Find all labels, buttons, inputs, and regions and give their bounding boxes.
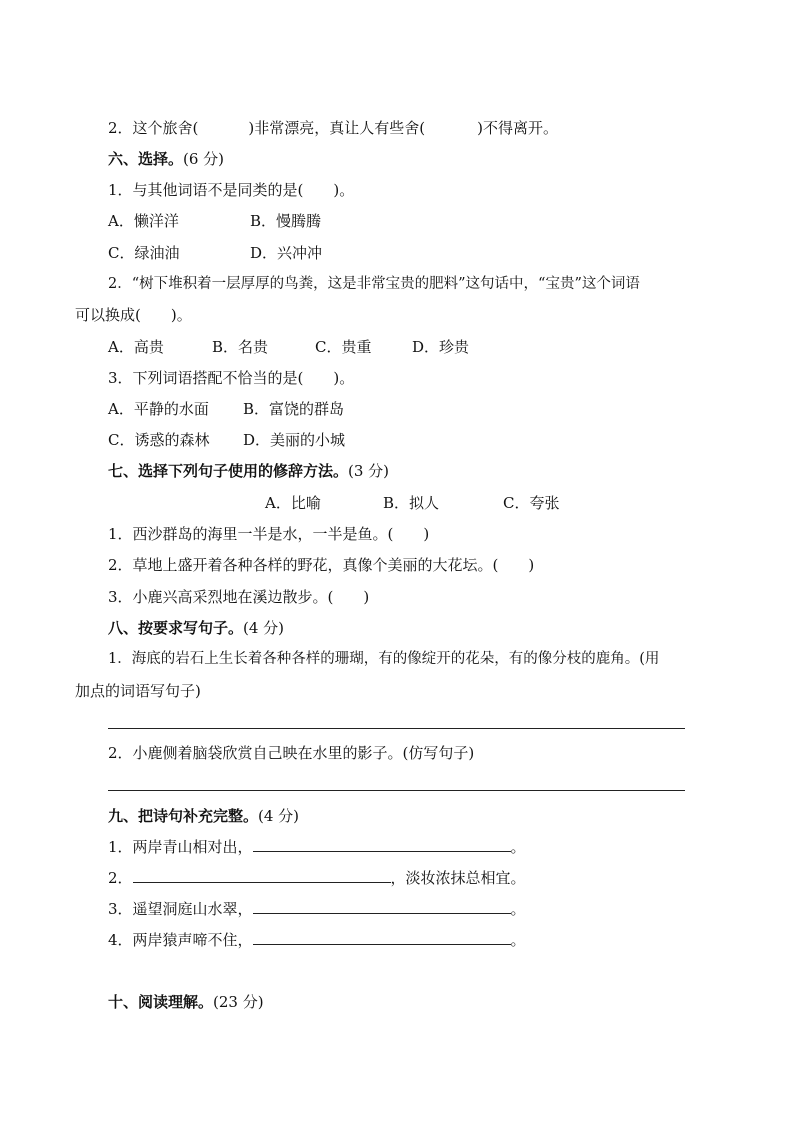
s8-q1-line1: 1．海底的岩石上生长着各种各样的珊瑚，有的像绽开的花朵，有的像分枝的鹿角。(用 <box>108 651 660 667</box>
s7-item-1: 1．西沙群岛的海里一半是水，一半是鱼。( ) <box>108 525 430 543</box>
s7-option-a: A．比喻 <box>265 494 321 512</box>
section-8-heading: 八、按要求写句子。(4 分) <box>108 619 285 637</box>
s7-item-3: 3．小鹿兴高采烈地在溪边散步。( ) <box>108 588 370 606</box>
s9-line-1: 1．两岸青山相对出， 。 <box>108 838 526 856</box>
section-7-heading: 七、选择下列句子使用的修辞方法。(3 分) <box>108 462 390 480</box>
s6-q2-line2: 可以换成( )。 <box>75 306 192 324</box>
s6-q1: 1．与其他词语不是同类的是( )。 <box>108 181 355 199</box>
s6-q2-option-c: C．贵重 <box>315 338 372 356</box>
s8-q2: 2．小鹿侧着脑袋欣赏自己映在水里的影子。(仿写句子) <box>108 744 475 762</box>
s7-option-b: B．拟人 <box>383 494 440 512</box>
s6-q1-option-b: B．慢腾腾 <box>250 212 322 230</box>
s6-q3-option-d: D．美丽的小城 <box>243 431 346 449</box>
s6-q3-option-b: B．富饶的群岛 <box>243 400 345 418</box>
fill-blank[interactable] <box>253 837 511 852</box>
s7-item-2: 2．草地上盛开着各种各样的野花，真像个美丽的大花坛。( ) <box>108 556 535 574</box>
s9-line-2: 2． ，淡妆浓抹总相宜。 <box>108 869 526 887</box>
s9-line-3: 3．遥望洞庭山水翠， 。 <box>108 900 526 918</box>
answer-line[interactable] <box>108 790 685 791</box>
dotted-words: 各种各样 <box>262 651 321 667</box>
answer-line[interactable] <box>108 728 685 729</box>
s6-q2-line1: 2．“树下堆积着一层厚厚的鸟粪，这是非常宝贵的肥料”这句话中，“宝贵”这个词语 <box>108 276 640 292</box>
s6-q3-option-a: A．平静的水面 <box>108 400 209 418</box>
s6-q1-option-c: C．绿油油 <box>108 244 180 262</box>
s9-line-4: 4．两岸猿声啼不住， 。 <box>108 931 526 949</box>
section-6-heading: 六、选择。(6 分) <box>108 150 225 168</box>
fill-blank[interactable] <box>133 868 391 883</box>
s6-q2-option-b: B．名贵 <box>212 338 269 356</box>
section-9-heading: 九、把诗句补充完整。(4 分) <box>108 807 300 825</box>
s6-q1-option-d: D．兴冲冲 <box>250 244 323 262</box>
q5-line2: 2．这个旅舍( )非常漂亮，真让人有些舍( )不得离开。 <box>108 119 558 137</box>
s6-q2-option-a: A．高贵 <box>108 338 164 356</box>
s8-q1-line2: 加点的词语写句子) <box>75 682 201 700</box>
s6-q3: 3．下列词语搭配不恰当的是( )。 <box>108 369 355 387</box>
s6-q2-option-d: D．珍贵 <box>412 338 470 356</box>
fill-blank[interactable] <box>253 930 511 945</box>
fill-blank[interactable] <box>253 899 511 914</box>
s7-option-c: C．夸张 <box>503 494 560 512</box>
s6-q1-option-a: A．懒洋洋 <box>108 212 179 230</box>
section-10-heading: 十、阅读理解。(23 分) <box>108 993 264 1011</box>
s6-q3-option-c: C．诱惑的森林 <box>108 431 210 449</box>
